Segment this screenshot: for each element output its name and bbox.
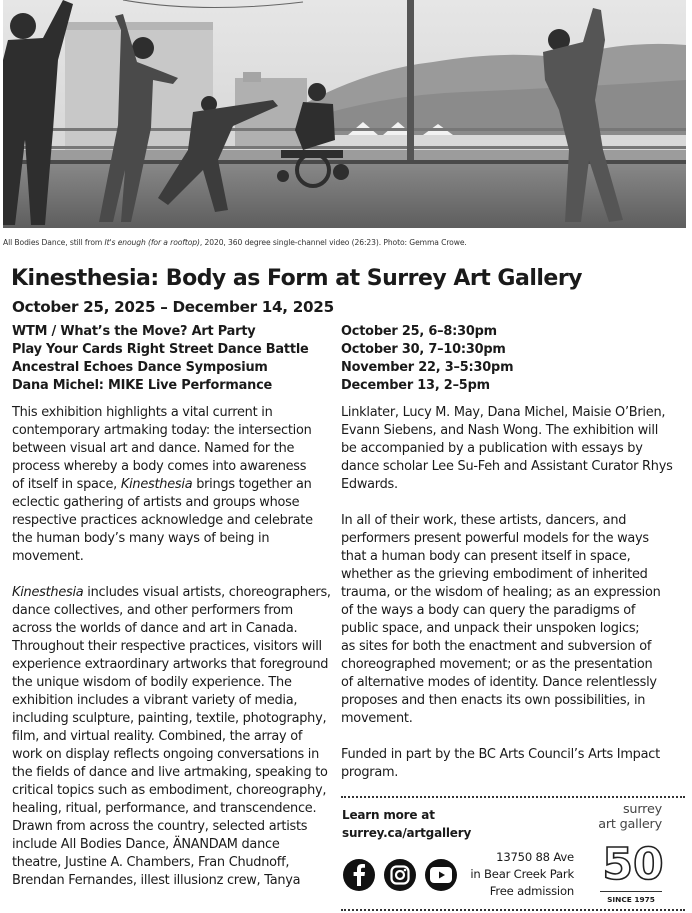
text-line: across the worlds of dance and art in Canada. [12,621,298,636]
text-line: the fields of dance and live artmaking, speaking to [12,765,328,780]
divider-top [341,796,685,798]
text-line: Funded in part by the BC Arts Council’s Arts Impact [341,747,660,762]
photo-rooftop-dance [3,0,686,228]
text-line: program. [341,765,399,780]
paragraph [12,584,335,890]
logo-mark-number: 50 [602,839,664,890]
text-line: that a human body can present itself in space, [341,549,631,564]
text-line: between visual art and dance. Named for the [12,441,295,456]
text-line: eclectic gathering of artists and groups whose [12,495,300,510]
event-date: November 22, 3–5:30pm [341,360,514,375]
address-street: 13750 88 Ave [496,850,574,864]
text-line [12,584,335,602]
caption-work-title: It's enough (for a rooftop) [104,238,200,247]
text-line: contemporary artmaking today: the intersection [12,423,312,438]
text-line: Linklater, Lucy M. May, Dana Michel, Maisie O’Brien, [341,405,666,420]
event-name: Dana Michel: MIKE Live Performance [12,378,273,393]
address-park: in Bear Creek Park [470,867,574,881]
logo-line-surrey: surrey [622,802,662,817]
body-column-right [341,404,681,782]
event-date: December 13, 2–5pm [341,378,490,393]
text-line: process whereby a body comes into awareness [12,459,307,474]
event-date: October 25, 6–8:30pm [341,324,497,339]
text-line: public space, and unpack their unspoken logics; [341,621,640,636]
event-list [12,323,309,395]
social-links [343,859,457,891]
body-column-left [12,404,335,890]
text-line: as sites for both the enactment and subversion of [341,639,652,654]
caption-suffix: , 2020, 360 degree single-channel video (26:23). Photo: Gemma Crowe. [199,238,467,247]
page-title: Kinesthesia: Body as Form at Surrey Art Gallery [11,266,583,291]
admission-note: Free admission [489,884,574,898]
text-line: work on display reflects ongoing conversations in [12,747,320,762]
text-line: movement. [12,549,84,564]
text-line: include All Bodies Dance, ÄNANDAM dance [12,837,280,852]
divider-bottom [341,909,685,911]
text-line: performers present powerful models for the ways [341,531,649,546]
exhibition-name: Kinesthesia [120,477,193,492]
event-name: WTM / What’s the Move? Art Party [12,324,256,339]
text-run: brings together an [192,477,312,492]
text-line: trauma, or the wisdom of healing; as an expression [341,585,661,600]
text-line: This exhibition highlights a vital current in [12,405,273,420]
text-line: film, and virtual reality. Combined, the array of [12,729,303,744]
event-date-list [341,323,513,395]
text-line: including sculpture, painting, textile, photography, [12,711,327,726]
text-line: Throughout their respective practices, visitors will [12,639,322,654]
text-line: Brendan Fernandes, illest illusionz crew, Tanya [12,873,301,888]
text-line: dance scholar Lee Su-Feh and Assistant Curator Rhys [341,459,673,474]
event-name: Ancestral Echoes Dance Symposium [12,360,268,375]
learn-more-label: Learn more at [342,808,435,822]
exhibition-name: Kinesthesia [12,585,84,600]
text-line: of alternative modes of identity. Dance relentlessly [341,675,657,690]
hero-photo [3,0,686,228]
text-line: movement. [341,711,413,726]
text-line: be accompanied by a publication with essays by [341,441,643,456]
text-line: the human body’s many ways of being in [12,531,270,546]
text-line: Drawn from across the country, selected artists [12,819,308,834]
youtube-icon[interactable] [425,859,457,891]
text-line: critical topics such as embodiment, choreography, [12,783,327,798]
logo-line-art-gallery: art gallery [598,817,662,832]
text-line: experience extraordinary artworks that foreground [12,657,329,672]
text-line: theatre, Justine A. Chambers, Fran Chudnoff, [12,855,290,870]
text-line: whether as the grieving embodiment of inherited [341,567,648,582]
caption-prefix: All Bodies Dance, still from [3,238,105,247]
photo-caption [3,238,689,247]
text-line: dance collectives, and other performers from [12,603,293,618]
logo-since: SINCE 1975 [600,891,662,904]
text-line: healing, ritual, performance, and transcendence. [12,801,317,816]
paragraph [341,512,681,728]
text-line: respective practices acknowledge and celebrate [12,513,313,528]
text-line: In all of their work, these artists, dancers, and [341,513,627,528]
gallery-address [460,849,574,900]
text-run: includes visual artists, choreographers, [83,585,331,600]
instagram-icon[interactable] [384,859,416,891]
text-run: of itself in space, [12,477,121,492]
surrey-art-gallery-logo [596,802,664,904]
exhibition-dates: October 25, 2025 – December 14, 2025 [12,298,334,316]
text-line: proposes and then enacts its own possibilities, in [341,693,646,708]
text-line: the unique wisdom of bodily experience. The [12,675,292,690]
website-link[interactable]: surrey.ca/artgallery [342,826,472,840]
paragraph [341,404,681,494]
text-line: choreographed movement; or as the presentation [341,657,653,672]
anniversary-50-mark [602,839,664,890]
paragraph [12,404,335,566]
text-line: of the ways a body can query the paradigms of [341,603,636,618]
text-line: exhibition includes a vibrant variety of media, [12,693,298,708]
text-line: Evann Siebens, and Nash Wong. The exhibition will [341,423,659,438]
event-name: Play Your Cards Right Street Dance Battle [12,342,309,357]
facebook-icon[interactable] [343,859,375,891]
text-line [12,476,335,494]
text-line: Edwards. [341,477,398,492]
event-date: October 30, 7–10:30pm [341,342,506,357]
learn-more [342,806,471,842]
funding-note [341,746,681,782]
